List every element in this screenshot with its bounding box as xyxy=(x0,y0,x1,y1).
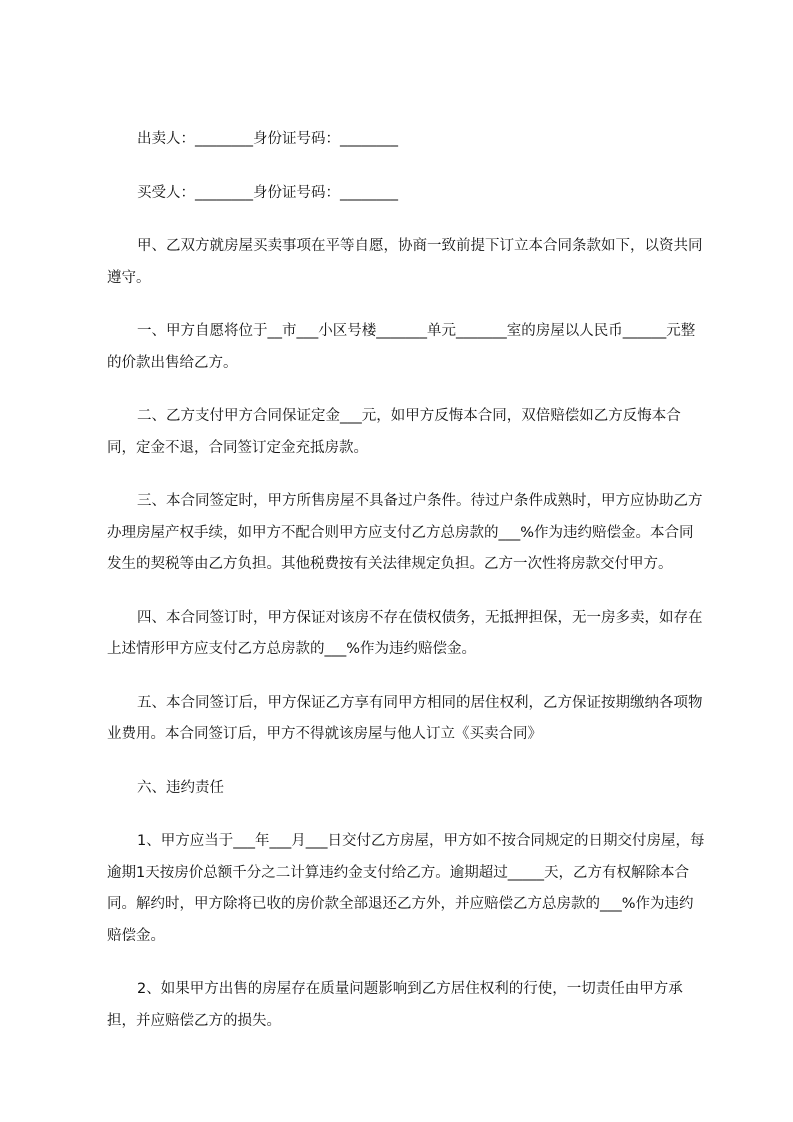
clause-2: 二、乙方支付甲方合同保证定金___元，如甲方反悔本合同，双倍赔偿如乙方反悔本合同，定金不退，合同签订定金充抵房款。 xyxy=(107,408,681,456)
clause-4: 四、本合同签订时，甲方保证对该房不存在债权债务，无抵押担保，无一房多卖，如存在上述情形甲方应支付乙方总房款的___%作为违约赔偿金。 xyxy=(107,609,703,657)
contract-body xyxy=(107,124,707,1037)
clause-6-heading: 六、违约责任 xyxy=(137,779,224,796)
preamble: 甲、乙双方就房屋买卖事项在平等自愿，协商一致前提下订立本合同条款如下，以资共同遵守。 xyxy=(107,238,703,286)
seller-line: 出卖人：________身份证号码：________ xyxy=(137,131,398,147)
clause-6-item-2: 2、如果甲方出售的房屋存在质量问题影响到乙方居住权利的行使，一切责任由甲方承担，并应赔偿乙方的损失。 xyxy=(107,981,683,1029)
clause-1: 一、甲方自愿将位于__市___小区号楼_______单元_______室的房屋以人民币______元整的价款出售给乙方。 xyxy=(107,323,696,371)
buyer-line: 买受人：________身份证号码：________ xyxy=(137,184,398,201)
clause-6-item-1: 1、甲方应当于___年___月___日交付乙方房屋，甲方如不按合同规定的日期交付房屋，每逾期1天按房价总额千分之二计算违约金支付给乙方。逾期超过_____天，乙方有权解除本合同。解约时，甲方除将已收的房价款全部退还乙方外，并应赔偿乙方总房款的___%作为违约赔偿金。 xyxy=(107,833,705,944)
clause-5: 五、本合同签订后，甲方保证乙方享有同甲方相同的居住权利，乙方保证按期缴纳各项物业费用。本合同签订后，甲方不得就该房屋与他人订立《买卖合同》 xyxy=(107,694,703,742)
clause-3: 三、本合同签定时，甲方所售房屋不具备过户条件。待过户条件成熟时，甲方应协助乙方办理房屋产权手续，如甲方不配合则甲方应支付乙方总房款的___%作为违约赔偿金。本合同发生的契税等由乙方负担。其他税费按有关法律规定负担。乙方一次性将房款交付甲方。 xyxy=(107,493,703,572)
